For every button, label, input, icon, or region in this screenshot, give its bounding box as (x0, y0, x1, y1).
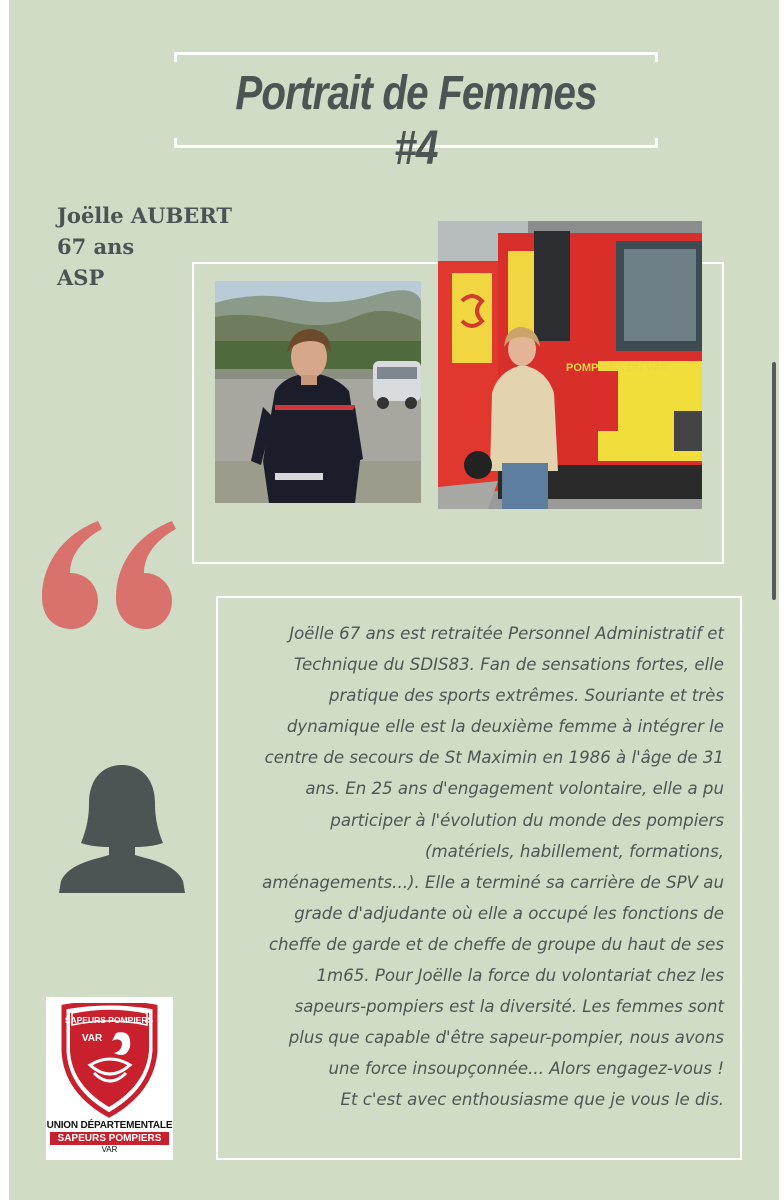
quote-line: pratique des sports extrêmes. Souriante et très (328, 686, 724, 706)
quote-line: Et c'est avec enthousiasme que je vous le dis. (340, 1090, 724, 1110)
title-cap (174, 52, 177, 62)
quote-line: une force insoupçonnée... Alors engagez-vous ! (328, 1059, 724, 1079)
quote-line: 1m65. Pour Joëlle la force du volontariat chez les (316, 966, 724, 986)
logo-line-3: VAR (101, 1145, 118, 1154)
quote-line: Joëlle 67 ans est retraitée Personnel Administratif et (289, 624, 724, 643)
quote-line: cheffe de garde et de cheffe de groupe du haut de ses (268, 934, 724, 954)
quote-line: (matériels, habillement, formations, (424, 841, 724, 861)
portrait-photo (215, 281, 421, 503)
quote-line: Technique du SDIS83. Fan de sensations fortes, elle (293, 655, 724, 675)
union-logo (46, 997, 173, 1160)
quote-line: grade d'adjudante où elle a occupé les fonctions de (294, 903, 724, 923)
quote-line: participer à l'évolution du monde des pompiers (330, 810, 724, 830)
title-top-line (174, 52, 658, 55)
scrollbar[interactable] (772, 362, 776, 600)
logo-line-2: SAPEURS POMPIERS (50, 1132, 169, 1145)
person-role: ASP (57, 265, 105, 290)
shield-mid-text: VAR (81, 1033, 103, 1044)
quote-line: centre de secours de St Maximin en 1986 à l'âge de 31 (264, 748, 724, 768)
title-cap (655, 52, 658, 62)
logo-line-1: UNION DÉPARTEMENTALE (46, 1120, 173, 1131)
fire-truck-photo (438, 221, 702, 509)
title-cap (655, 138, 658, 148)
quote-line: plus que capable d'être sapeur-pompier, nous avons (288, 1028, 724, 1048)
shield-logo-icon (60, 1003, 159, 1119)
title-box (174, 52, 658, 175)
shield-top-text: SAPEURS POMPIERS (64, 1015, 154, 1025)
left-frame-edge (0, 0, 9, 1200)
quote-line: dynamique elle est la deuxième femme à intégrer le (286, 717, 724, 737)
quote-text (232, 618, 724, 1116)
quote-mark-icon (40, 519, 176, 629)
person-age: 67 ans (57, 234, 135, 259)
woman-silhouette-icon (57, 763, 187, 893)
page-title: Portrait de Femmes #4 (235, 67, 597, 175)
person-name: Joëlle AUBERT (57, 203, 233, 228)
right-frame-edge (779, 0, 784, 1200)
quote-line: sapeurs-pompiers est la diversité. Les femmes sont (294, 997, 724, 1017)
truck-text: POMPIERS DU VAR (566, 362, 669, 374)
quote-line: ans. En 25 ans d'engagement volontaire, elle a pu (305, 779, 724, 799)
title-cap (174, 138, 177, 148)
quote-line: aménagements...). Elle a terminé sa carrière de SPV au (262, 872, 724, 892)
